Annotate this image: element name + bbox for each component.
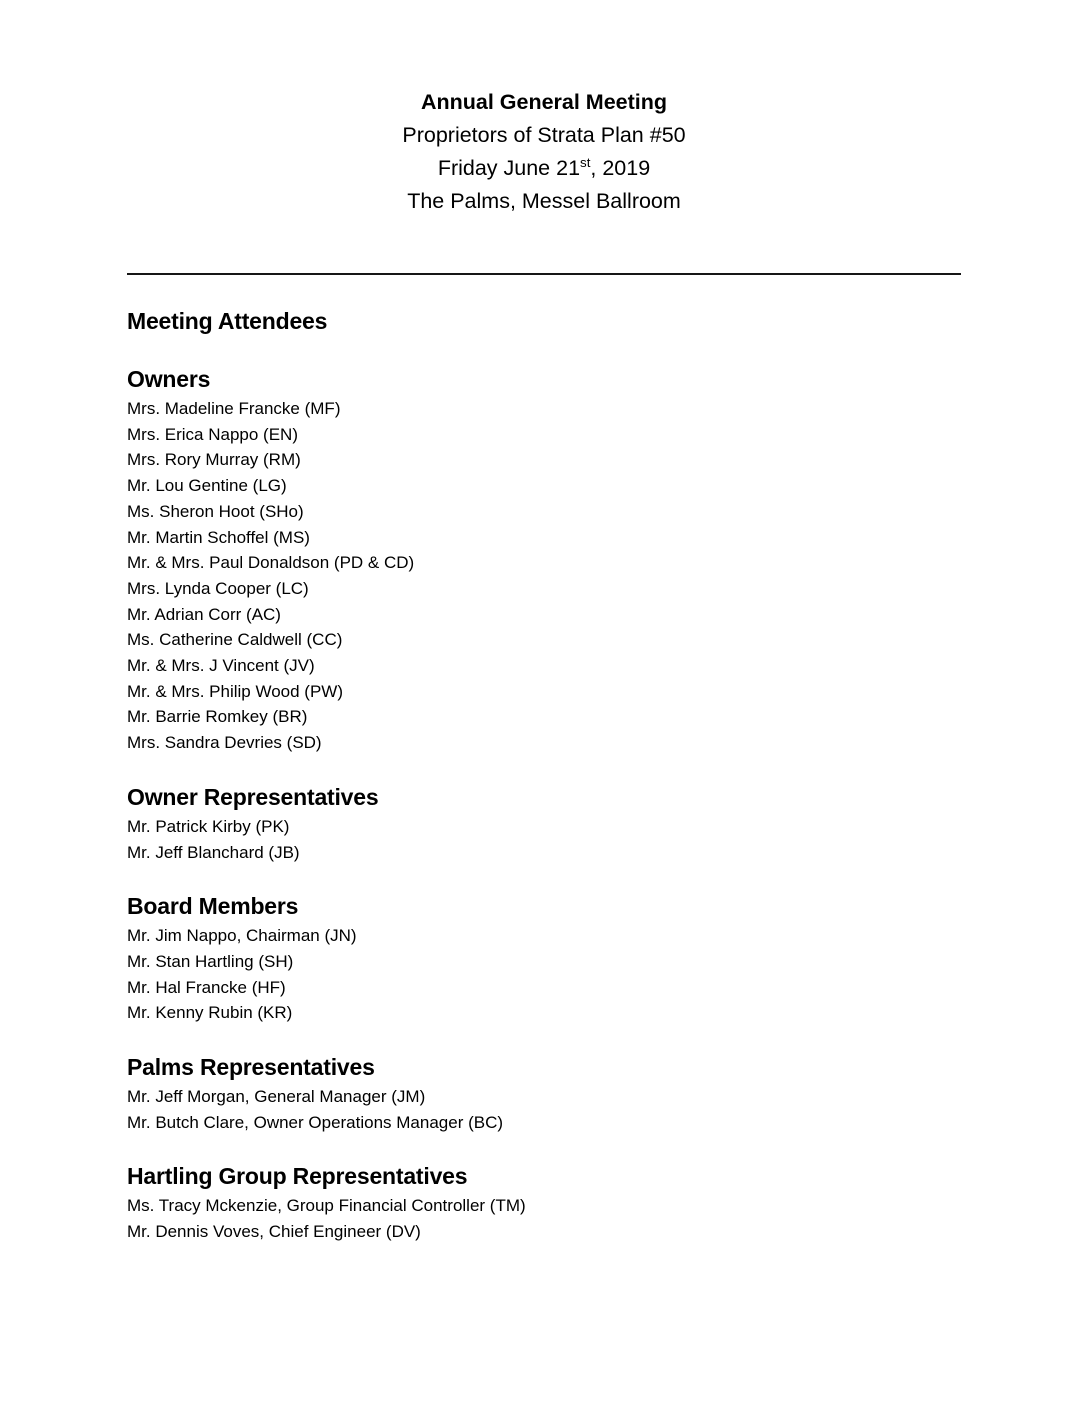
attendee-name: Mr. Lou Gentine (LG) xyxy=(127,476,287,496)
attendee-name: Mr. Hal Francke (HF) xyxy=(127,977,286,997)
section-member-list xyxy=(127,1084,961,1135)
attendee-sections xyxy=(127,363,961,1245)
attendee-name: Mr. Stan Hartling (SH) xyxy=(127,951,294,971)
section-heading: Owner Representatives xyxy=(127,783,379,810)
attendee-name: Mr. Butch Clare, Owner Operations Manager (BC) xyxy=(127,1112,504,1132)
section-member-list xyxy=(127,396,961,756)
section-member-list xyxy=(127,1193,961,1244)
attendee-section xyxy=(127,781,961,865)
attendee-name: Mr. Martin Schoffel (MS) xyxy=(127,527,310,547)
attendee-name: Mrs. Lynda Cooper (LC) xyxy=(127,578,309,598)
attendee-name: Mr. Jim Nappo, Chairman (JN) xyxy=(127,926,357,946)
attendee-section xyxy=(127,890,961,1026)
attendee-name: Mr. Barrie Romkey (BR) xyxy=(127,707,308,727)
document-subtitle: Proprietors of Strata Plan #50 xyxy=(402,123,686,147)
attendee-name: Ms. Catherine Caldwell (CC) xyxy=(127,630,343,650)
attendee-section xyxy=(127,363,961,756)
attendee-section xyxy=(127,1160,961,1244)
attendee-name: Mr. & Mrs. Paul Donaldson (PD & CD) xyxy=(127,553,415,573)
attendee-section xyxy=(127,1051,961,1135)
attendee-name: Mr. & Mrs. J Vincent (JV) xyxy=(127,656,315,676)
document-date xyxy=(127,152,961,185)
section-heading: Owners xyxy=(127,366,211,392)
attendee-name: Mr. Kenny Rubin (KR) xyxy=(127,1003,293,1023)
attendee-name: Mrs. Erica Nappo (EN) xyxy=(127,424,298,444)
attendee-name: Ms. Tracy Mckenzie, Group Financial Controller (TM) xyxy=(127,1196,526,1216)
section-heading: Hartling Group Representatives xyxy=(127,1163,468,1190)
section-heading: Board Members xyxy=(127,893,299,920)
section-member-list xyxy=(127,814,961,865)
date-prefix: Friday June 21 xyxy=(437,156,581,180)
section-member-list xyxy=(127,923,961,1026)
attendee-name: Mrs. Madeline Francke (MF) xyxy=(127,399,341,418)
attendee-name: Mr. Adrian Corr (AC) xyxy=(127,604,281,624)
attendee-name: Mr. Dennis Voves, Chief Engineer (DV) xyxy=(127,1222,421,1242)
attendee-name: Mr. Jeff Morgan, General Manager (JM) xyxy=(127,1087,426,1107)
document-header xyxy=(127,86,961,218)
attendee-name: Mr. & Mrs. Philip Wood (PW) xyxy=(127,681,343,701)
header-divider-line xyxy=(127,273,961,275)
date-ordinal-superscript: st xyxy=(580,154,591,170)
attendee-name: Mrs. Sandra Devries (SD) xyxy=(127,733,322,753)
document-title: Annual General Meeting xyxy=(420,90,668,114)
attendee-name: Mr. Patrick Kirby (PK) xyxy=(127,816,290,836)
attendee-name: Ms. Sheron Hoot (SHo) xyxy=(127,501,304,521)
document-location: The Palms, Messel Ballroom xyxy=(407,189,681,213)
attendee-name: Mr. Jeff Blanchard (JB) xyxy=(127,842,300,862)
section-heading: Palms Representatives xyxy=(127,1054,375,1081)
attendees-heading: Meeting Attendees xyxy=(127,308,328,334)
date-suffix: , 2019 xyxy=(590,156,651,180)
attendee-name: Mrs. Rory Murray (RM) xyxy=(127,450,301,470)
